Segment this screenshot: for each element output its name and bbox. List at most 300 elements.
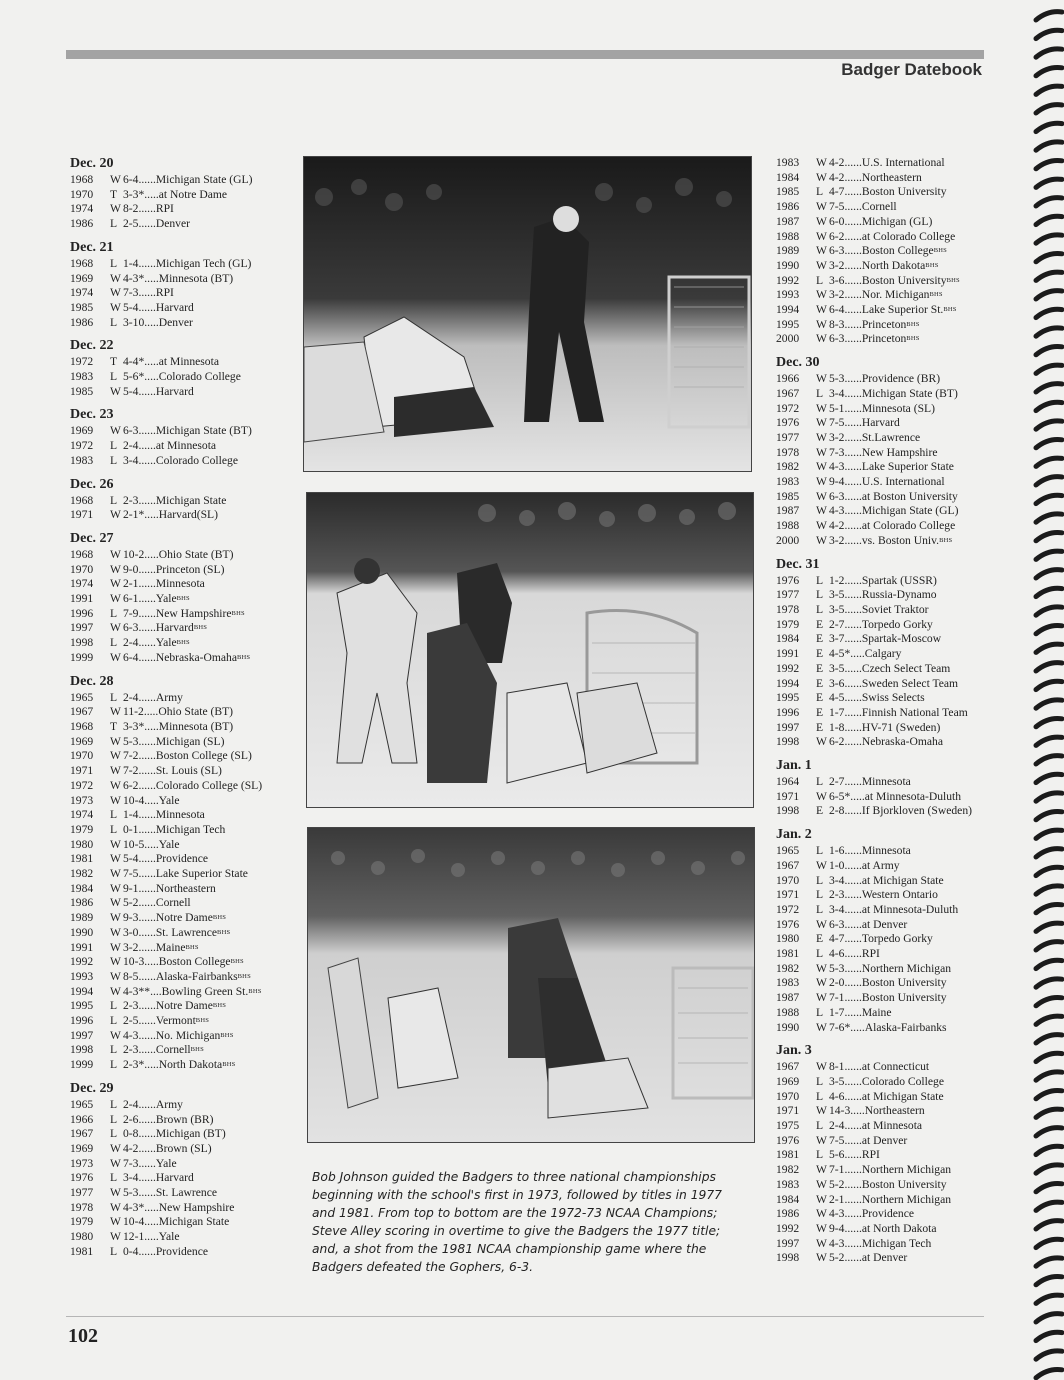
game-score: 7-5 [829,1133,845,1147]
game-result: W [816,372,827,386]
game-result-row [776,1134,996,1149]
game-result-row [70,926,290,941]
game-score: 6-5* [829,789,851,803]
game-score: 6-4 [829,303,845,317]
game-year: 1968 [70,547,94,561]
leader-dots: ..... [144,370,159,384]
leader-dots: ..... [143,705,159,719]
leader-dots: ...... [844,961,862,975]
game-result: W [816,1133,827,1147]
spiral-coil [1036,532,1062,540]
leader-dots: ...... [844,676,862,690]
game-year: 1988 [776,229,800,243]
spiral-coil [1036,421,1062,429]
game-result-row [70,577,290,592]
spiral-coil [1036,1146,1062,1154]
leader-dots: ...... [844,1251,862,1265]
game-score: 5-3 [829,961,845,975]
leader-dots: ...... [138,925,156,939]
spiral-coil [1036,12,1062,20]
game-result: W [816,991,827,1005]
game-result: W [816,416,827,430]
game-opponent: Harvard(SL) [158,508,218,522]
game-score: 3-2 [123,940,139,954]
game-result-row [776,259,996,274]
leader-dots: ..... [144,837,159,851]
game-score: 5-3 [123,1186,139,1200]
game-opponent: Boston University [861,976,947,990]
date-heading: Dec. 21 [70,239,114,255]
game-opponent: Boston University [861,185,947,199]
spiral-coil [1036,458,1062,466]
game-year: 1996 [776,705,800,719]
game-year: 1990 [776,1020,800,1034]
game-year: 1974 [70,202,94,216]
game-score: 2-4 [123,636,139,650]
game-result: W [816,489,827,503]
game-result-row [70,202,290,217]
leader-dots: ...... [844,858,862,872]
leader-dots: ...... [844,475,862,489]
photo-1977-overtime-goal [306,492,754,808]
game-opponent: Lake Superior State [155,867,248,881]
game-result: W [816,1222,827,1235]
leader-dots: ...... [138,690,156,704]
leader-dots: ..... [144,719,159,733]
leader-dots: ...... [844,1177,862,1191]
game-opponent: at Connecticut [861,1060,930,1074]
leader-dots: ..... [144,955,159,969]
date-section [70,530,290,666]
game-year: 1964 [776,775,800,789]
game-opponent: Michigan State [158,1215,230,1229]
game-score: 2-1 [829,1192,845,1206]
game-result: L [110,370,118,384]
game-opponent: Minnesota (SL) [861,401,935,415]
leader-dots: ...... [138,734,156,748]
leader-dots: ...... [844,691,862,705]
game-result: L [110,315,118,329]
game-score: 4-5* [829,647,851,661]
game-year: 1992 [70,955,94,969]
game-score: 7-2 [123,764,139,778]
game-score: 10-3 [123,955,145,969]
game-opponent: Maine [155,940,186,954]
leader-dots: ...... [844,617,862,631]
game-result-row [70,720,290,735]
game-score: 9-4 [829,475,845,489]
game-score: 7-1 [829,991,845,1005]
game-score: 7-1 [829,1163,845,1177]
leader-dots: ...... [138,1244,156,1258]
game-year: 1994 [776,303,800,317]
game-result: W [816,1177,827,1191]
spiral-coil [1036,681,1062,689]
game-result: W [816,1192,827,1206]
game-result: L [110,1112,118,1126]
spiral-coil [1036,439,1062,447]
game-opponent: North Dakota [158,1058,223,1072]
game-year: 1972 [776,401,800,415]
leader-dots: ...... [138,1097,156,1111]
game-result-row [776,588,996,603]
game-score: 3-4 [123,453,139,467]
game-opponent: Vermont [155,1014,196,1028]
game-result-row [70,651,290,666]
leader-dots: ...... [138,969,156,983]
spiral-coil [1036,979,1062,987]
game-result-row [70,1127,290,1142]
game-result-row [70,1171,290,1186]
game-year: 1971 [776,1104,800,1118]
tournament-superscript: BHS [906,320,920,328]
leader-dots: ...... [844,1163,862,1177]
spiral-coil [1036,1016,1062,1024]
leader-dots: ...... [844,720,862,734]
game-opponent: at Colorado College [861,229,956,243]
game-result-row [70,636,290,651]
leader-dots: ...... [844,1089,862,1103]
game-result: W [110,1028,121,1042]
leader-dots: ...... [138,1156,156,1170]
date-section [70,1080,290,1260]
game-year: 1993 [70,969,94,983]
game-result-row [70,385,290,400]
game-score: 4-2 [829,156,845,169]
tournament-superscript: BHS [237,972,251,980]
game-score: 3-2 [829,533,845,547]
game-score: 4-3 [829,504,845,518]
game-opponent: Michigan State (GL) [155,173,253,186]
leader-dots: ...... [844,1192,862,1206]
game-opponent: Nebraska-Omaha [155,650,237,664]
game-result: W [816,214,827,228]
tournament-superscript: BHS [906,335,920,343]
game-result: L [110,999,118,1013]
game-year: 1971 [70,508,94,522]
leader-dots: ...... [844,735,862,749]
game-year: 1987 [776,991,800,1005]
game-result-row [776,303,996,318]
game-opponent: Michigan (GL) [861,214,933,228]
game-opponent: St.Lawrence [861,430,921,444]
game-year: 1973 [70,1156,94,1170]
game-result-row [70,691,290,706]
leader-dots: ...... [844,185,862,199]
game-opponent: Michigan Tech [861,1236,932,1250]
game-year: 1968 [70,256,94,270]
game-opponent: Boston College [861,244,934,258]
tournament-superscript: BHS [176,639,190,647]
game-opponent: Colorado College [155,453,238,467]
game-opponent: Northeastern [155,881,216,895]
game-year: 1991 [70,940,94,954]
leader-dots: ...... [138,749,156,763]
game-score: 2-3 [829,888,845,902]
game-year: 1974 [70,577,94,591]
spiral-coil [1036,1072,1062,1080]
game-result-row [70,563,290,578]
game-opponent: No. Michigan [155,1028,221,1042]
game-result: L [816,844,824,858]
game-score: 3-4 [829,873,845,887]
tournament-superscript: BHS [220,1031,234,1039]
game-opponent: at Minnesota-Duluth [861,902,959,916]
game-opponent: Providence [155,1244,209,1258]
date-section [776,1042,996,1266]
game-result-row [70,794,290,809]
game-score: 6-2 [829,229,845,243]
game-result-row [776,844,996,859]
date-heading: Jan. 1 [776,758,812,774]
game-year: 1966 [776,372,800,386]
game-result-row [776,932,996,947]
spiral-coil [1036,830,1062,838]
game-opponent: at Boston University [861,489,958,503]
leader-dots: ...... [844,873,862,887]
game-score: 4-7 [829,932,845,946]
photo-1981-championship-game [307,827,755,1143]
game-score: 2-3 [123,493,139,507]
game-year: 1971 [776,888,800,902]
game-score: 4-3 [829,1236,845,1250]
game-year: 1972 [70,439,94,453]
game-score: 4-2 [829,519,845,533]
spiral-coil [1036,1128,1062,1136]
game-result-row [776,618,996,633]
game-result-row [70,999,290,1014]
leader-dots: ...... [844,504,862,518]
game-year: 1983 [70,370,94,384]
game-year: 1972 [776,902,800,916]
game-score: 4-3 [829,1207,845,1221]
game-result-row [70,217,290,232]
game-result-row [776,171,996,186]
game-opponent: Torpedo Gorky [861,932,933,946]
game-result-row [776,504,996,519]
game-year: 1965 [70,690,94,704]
game-opponent: Michigan State (BT) [861,386,958,400]
spiral-coil [1036,923,1062,931]
game-score: 3-4 [829,902,845,916]
leader-dots: ...... [844,976,862,990]
game-opponent: RPI [155,286,174,300]
game-opponent: at Colorado College [861,519,956,533]
game-result-row [776,200,996,215]
game-result: W [816,332,827,346]
leader-dots: ...... [844,489,862,503]
spiral-coil [1036,663,1062,671]
date-heading: Jan. 2 [776,827,812,843]
spiral-coil [1036,793,1062,801]
date-section [70,476,290,523]
date-section [70,155,290,232]
game-score: 3-0 [123,925,139,939]
game-result-row [70,1142,290,1157]
leader-dots: ...... [844,573,862,587]
game-year: 1982 [776,1163,800,1177]
game-score: 4-2 [829,170,845,184]
game-result-row [776,402,996,417]
game-opponent: Boston University [861,273,947,287]
game-score: 5-3 [123,734,139,748]
game-opponent: Minnesota [155,577,205,591]
game-opponent: at Michigan State [861,873,944,887]
game-result-row [776,859,996,874]
game-result-row [70,1058,290,1073]
game-opponent: RPI [861,1148,880,1162]
game-score: 3-4 [123,1171,139,1185]
tournament-superscript: BHS [212,914,227,922]
spiral-coil [1036,588,1062,596]
game-result: W [816,533,827,547]
game-opponent: Harvard [155,300,194,314]
game-result: W [816,519,827,533]
game-result: W [110,1215,121,1229]
game-opponent: Michigan Tech [155,822,226,836]
game-result-row [70,370,290,385]
game-year: 1984 [776,1192,800,1206]
game-score: 1-8 [829,720,845,734]
game-opponent: Spartak-Moscow [861,632,942,646]
game-score: 3-3* [123,719,145,733]
game-result-row [776,662,996,677]
leader-dots: ...... [844,932,862,946]
spiral-coil [1036,867,1062,875]
page-header-title: Badger Datebook [841,60,982,79]
game-year: 1995 [776,691,800,705]
leader-dots: ..... [144,1200,159,1214]
game-year: 1985 [776,185,800,199]
right-results-column [776,155,996,1266]
game-opponent: Yale [155,636,177,650]
game-result-row [70,592,290,607]
game-result: W [816,156,827,169]
spiral-coil [1036,328,1062,336]
game-result-row [776,244,996,259]
game-score: 7-3 [123,286,139,300]
game-opponent: Soviet Traktor [861,602,929,616]
game-result-row [70,823,290,838]
game-score: 7-2 [123,749,139,763]
game-result-row [776,1006,996,1021]
leader-dots: ...... [844,1133,862,1147]
tournament-superscript: BHS [946,276,960,284]
game-score: 3-2 [829,258,845,272]
leader-dots: ...... [138,852,156,866]
game-opponent: at Minnesota [861,1119,923,1133]
game-opponent: Nor. Michigan [861,288,930,302]
game-opponent: at Denver [861,1251,908,1265]
game-result: L [110,439,118,453]
game-result: W [816,303,827,317]
game-score: 8-2 [123,202,139,216]
game-result: E [816,705,824,719]
game-score: 10-4 [123,793,145,807]
leader-dots: ..... [144,355,159,369]
leader-dots: ...... [844,917,862,931]
date-heading: Dec. 23 [70,407,114,423]
leader-dots: ...... [138,650,156,664]
game-result: L [110,1043,118,1057]
game-opponent: at Denver [861,1133,908,1147]
game-result: L [110,1171,118,1185]
game-year: 1981 [776,1148,800,1162]
game-opponent: Yale [158,1230,180,1244]
game-year: 1965 [776,844,800,858]
game-result: W [816,460,827,474]
game-year: 1969 [776,1074,800,1088]
game-result: L [816,1005,824,1019]
game-year: 1992 [776,273,800,287]
game-result-row [776,1148,996,1163]
date-section [776,354,996,548]
game-opponent: Ohio State (BT) [158,547,234,561]
game-score: 10-2 [123,547,145,561]
leader-dots: ...... [844,416,862,430]
game-result-row [776,721,996,736]
game-score: 3-5 [829,602,845,616]
game-opponent: Cornell [861,200,897,214]
game-result-row [776,519,996,534]
game-result: L [110,636,118,650]
game-year: 1999 [70,1058,94,1072]
photo-1973-champions [303,156,752,472]
leader-dots: ...... [138,867,156,881]
game-result: L [816,1119,824,1133]
photo-1977-overtime-goal-image [307,493,753,807]
spiral-coil [1036,1351,1062,1359]
game-result-row [776,1237,996,1252]
tournament-superscript: BHS [236,653,251,661]
game-score: 4-3* [123,271,145,285]
game-score: 6-3 [829,332,845,346]
game-year: 1983 [776,976,800,990]
game-opponent: Michigan Tech (GL) [155,256,252,270]
game-year: 2000 [776,332,800,346]
game-year: 1987 [776,214,800,228]
game-result: W [816,200,827,214]
game-result-row [70,882,290,897]
spiral-coil [1036,514,1062,522]
game-score: 6-2 [829,735,845,749]
game-result-row [776,1251,996,1266]
game-result: E [816,691,824,705]
spiral-coil [1036,309,1062,317]
game-score: 7-6* [829,1020,851,1034]
leader-dots: ...... [138,606,156,620]
game-opponent: Army [155,1097,183,1111]
leader-dots: ...... [844,317,862,331]
game-opponent: Minnesota [861,775,911,789]
game-year: 1976 [776,573,800,587]
spiral-coil [1036,495,1062,503]
spiral-coil [1036,1035,1062,1043]
game-year: 1970 [776,873,800,887]
game-result-row [70,454,290,469]
game-year: 1994 [70,984,94,998]
game-result-row [776,1119,996,1134]
spiral-coil [1036,570,1062,578]
game-result-row [776,318,996,333]
leader-dots: ...... [844,775,862,789]
game-year: 1986 [70,217,94,231]
game-result: E [816,617,824,631]
spiral-coil [1036,216,1062,224]
game-year: 1992 [776,1222,800,1235]
game-year: 1974 [70,286,94,300]
game-opponent: Torpedo Gorky [861,617,933,631]
